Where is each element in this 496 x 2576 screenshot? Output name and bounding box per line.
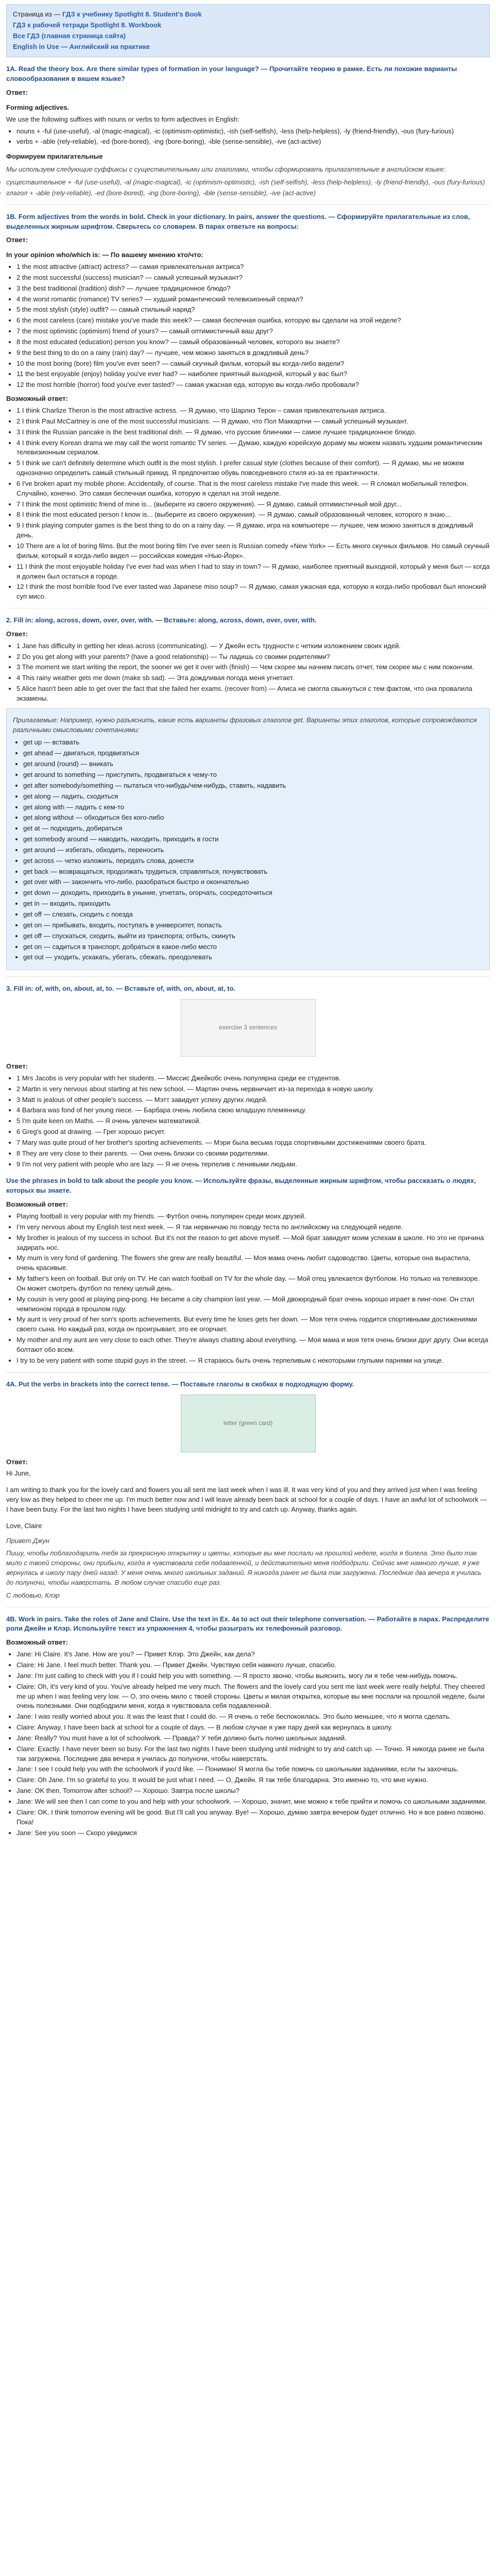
list-item: • 12 the most horrible (horror) food you've ever tasted? — самая ужасная еда, которую вы когда-либо пробовали? [16,380,490,390]
task-1b-intro: In your opinion who/which is: — По вашему мнению кто/что: [6,251,203,259]
forming-text: We use the following suffixes with nouns or verbs to form adjectives in English: [6,115,240,123]
list-item: • 5 Alice hasn't been able to get over the fact that she failed her exams. (recover from) — Алиса не смогла свыкнуться с тем фактом, что она провалила экзамены. [16,684,490,704]
ru-letter-sign: С любовью, Клэр [6,1591,60,1599]
ru-letter-body: Пишу, чтобы поблагодарить тебя за прекрасную открытку и цветы, которые вы мне послали на прошлой неделе, когда я болела. Это было так мило с твоей стороны, они прибыли, когда я чувствовала себя подавленной, и действительно меня подбодрили. Сейчас мне намного лучше, я уже вернулась в школу пару дней назад. У меня очень много школьных заданий. Я никогда ранее не была так загружена. Последние два вечера я училась до полуночи, чтобы наверстать. В любом случае спасибо еще раз. [6,1549,482,1586]
list-item: • 10 the most boring (bore) film you've ever seen? — самый скучный фильм, который вы когда-либо видели? [16,359,490,369]
list-item: • 11 I think the most enjoyable holiday I've ever had was when I had to stay in town? — Я думаю, наиболее приятный выходной, который у меня был — когда я должен был остаться в городе. [16,562,490,582]
task-1b-possible [16,406,490,602]
list-item: • 2 Martin is very nervous about starting at his new school. — Мартин очень нервничает из-за перехода в новую школу. [16,1084,490,1094]
list-item: • get up — вставать [23,738,483,748]
list-item: • 5 the most stylish (style) outfit? — самый стильный наряд? [16,305,490,315]
list-item: • 4 Barbara was fond of her young niece. — Барбара очень любила свою младшую племянницу. [16,1106,490,1115]
list-item: • 6 Greg's good at drawing. — Грег хорошо рисует. [16,1127,490,1137]
possible-label: Возможный ответ: [6,395,68,403]
list-item: • 1 I think Charlize Theron is the most attractive actress. — Я думаю, что Шарлиз Терон – самая привлекательная актриса. [16,406,490,416]
list-item: • глагол + -able (rely-reliable), -ed (bore-bored), -ing (bore-boring), -ible (sense-sensible), -ive (act-active) [6,189,490,198]
list-item: • Jane: OK then. Tomorrow after school? — Хорошо. Завтра после школы? [16,1786,490,1796]
forming-title: Forming adjectives. [6,103,70,111]
list-item: • get along — ладить, сходиться [23,792,483,802]
list-item: • Jane: We will see then I can come to you and help with your schoolwork. — Хорошо, значит, мне можно к тебе прийти и помочь со школьными заданиями. [16,1797,490,1807]
task-4b-items [16,1650,490,1838]
suffix-list [16,127,490,147]
list-item: • 1 Jane has difficulty in getting her ideas across (communicating). — У Джейн есть трудности с четким изложением своих идей. [16,641,490,651]
list-item: • 5 I'm quite keen on Maths. — Я очень увлечен математикой. [16,1116,490,1126]
task-use-phrases-items [16,1212,490,1366]
task-1a-title: 1A. Read the theory box. Are there similar types of formation in your language? — Прочитайте теорию в рамке. Есть ли похожие варианты словообразования в вашем языке? [6,65,457,83]
list-item: • 10 There are a lot of boring films. But the most boring film I've ever seen is Russian comedy «New York» — Есть много скучных фильмов. Но самый скучный фильм, который я когда-либо видел — российская комедия «Нью-Йорк». [16,541,490,561]
list-item: • My mum is very fond of gardening. The flowers she grew are really beautiful. — Моя мама очень любит садоводство. Цветы, которые она вырастила, очень красивые. [16,1253,490,1273]
link-students-book[interactable]: ГДЗ к учебнику Spotlight 8. Student's Book [62,10,202,18]
list-item: • 3 Matt is jealous of other people's success. — Мэтт завидует успеху других людей. [16,1095,490,1105]
top-prefix: Страница из — [13,10,62,18]
possible-label: Возможный ответ: [6,1200,68,1209]
list-item: • My cousin is very good at playing ping-pong. He became a city champion last year. — Мой двоюродный брат очень хорошо играет в пинг-понг. Он стал чемпионом города в прошлом году. [16,1295,490,1314]
task-1b-items [16,262,490,390]
top-row-2 [13,21,483,30]
answer-label: Ответ: [6,236,28,244]
task-2-items [16,641,490,704]
letter-body: I am writing to thank you for the lovely card and flowers you all sent me last week when I was ill. It was very kind of you and they arrived just when I was feeling very low as they helped to cheer me up. I'm much better now and I will leave already been back at school for a couple of days. I have an awful lot of schoolwork — I have been busy. For the last two nights I have been studying until midnight to try and catch up. Anyway, thanks again. [6,1486,487,1513]
list-item: • Jane: I see I could help you with the schoolwork if you'd like. — Понимаю! Я могла бы тебе помочь со школьными заданиями, если ты захочешь. [16,1765,490,1774]
list-item: • nouns + -ful (use-useful), -al (magic-magical), -ic (optimism-optimistic), -ish (self-selfish), -less (help-helpless), -ly (friend-friendly), -ous (fury-furious) [16,127,490,137]
list-item: • I'm very nervous about my English test next week. — Я так нервничаю по поводу теста по английскому на следующей неделе. [16,1223,490,1232]
list-item: • 3 The moment we start writing the report, the sooner we get it over with (finish) — Чем скорее мы начнем писать отчет, тем скорее мы с ним покончим. [16,663,490,672]
list-item: • get off — спускаться, сходить, выйти из транспорта; отбыть, скинуть [23,931,483,941]
list-item: • Claire: Exactly. I have never been so busy. For the last two nights I have been studying until midnight to try and catch up. — Точно. Я никогда ранее не была так загружена. Последние два вечера я училась до полуночи, чтобы наверстать. [16,1744,490,1764]
letter-image [181,1395,316,1452]
letter-greeting: Hi June, [6,1469,31,1478]
list-item: • Claire: Anyway, I have been back at school for a couple of days. — В любом случае я уже пару дней как вернулась в школу. [16,1723,490,1733]
list-item: • 12 I think the most horrible food I've ever tasted was Japanese miso soup? — Я думаю, самая ужасная еда, которую я когда-либо пробовал был японский суп мисо. [16,582,490,602]
top-row-4 [13,42,483,52]
list-item: • 4 the worst romantic (romance) TV series? — худший романтический телевизионный сериал? [16,295,490,304]
answer-label: Ответ: [6,89,28,97]
list-item: • My mother and my aunt are very close to each other. They're always chatting about everything. — Моя мама и моя тетя очень близки друг другу. Они всегда болтают обо всем. [16,1335,490,1355]
list-item: • Jane: I was really worried about you. It was the least that I could do. — Я очень о тебе беспокоилась. Это было меньшее, что я могла сделать. [16,1712,490,1722]
list-item: • My father's keen on football. But only on TV. He can watch football on TV for the whole day. — Мой отец увлекается футболом. Но только на телевизоре. Он может смотреть футбол по телеку целый день. [16,1274,490,1294]
list-item: • get somebody around — наводить, находить, приходить в гости [23,835,483,844]
list-item: • My brother is jealous of my success in school. But it's not the reason to get above myself. — Мой брат завидует моим успехам в школе. Но это не причина задирать нос. [16,1233,490,1253]
list-item: • 11 the best enjoyable (enjoy) holiday you've ever had? — наиболее приятный выходной, который у вас был? [16,369,490,379]
list-item: • 1 the most attractive (attract) actress? — самая привлекательная актриса? [16,262,490,272]
list-item: • get across — четко изложить, передать слова, донести [23,856,483,866]
answer-label: Ответ: [6,630,28,638]
letter-sign: Love, Claire [6,1521,42,1530]
list-item: • get around — избегать, обходить, переносить [23,845,483,855]
task-4b-title: 4B. Work in pairs. Take the roles of Jane and Claire. Use the text in Ex. 4a to act out their telephone conversation. — Работайте в парах. Распределите роли Джейн и Клэр. Используйте текст из упражнения 4, чтобы разыграть их телефонный разговор. [6,1615,489,1633]
phrasal-verbs-box [6,708,490,970]
list-item: • 8 the most educated (education) person you know? — самый образованный человек, которого вы знаете? [16,337,490,347]
phrasal-intro: Прилагаемые: Например, нужно разъяснить, какие есть варианты фразовых глаголов get. Варианты этих глаголов, которые сопровождаются различными смысловыми сочетаниями: [13,716,477,734]
list-item: • 2 the most successful (success) musician? — самый успешный музыкант? [16,273,490,283]
link-english-in-use[interactable]: English in Use — Английский на практике [13,42,150,50]
image-caption: letter (green card) [223,1419,273,1427]
list-item: • get in — входить, приходить [23,899,483,909]
list-item: • 8 They are very close to their parents. — Они очень близки со своими родителями. [16,1149,490,1159]
list-item: • My aunt is very proud of her son's sports achievements. But every time he loses gets her down. — Моя тетя очень гордится спортивными достижениями своего сына. Но каждый раз, когда он проигрывает, это ее огорчает. [16,1315,490,1334]
top-nav-box [6,4,490,57]
possible-label: Возможный ответ: [6,1638,68,1647]
list-item: • 4 This rainy weather gets me down (make sb sad). — Эта дождливая погода меня угнетает. [16,673,490,683]
list-item: • get down — доходить, приходить в уныние, угнетать, огорчать, сосредоточиться [23,888,483,898]
divider [6,976,490,977]
ru-forming-text: Мы используем следующие суффиксы с существительными или глаголами, чтобы сформировать прилагательные в английском языке: [6,165,446,174]
list-item: • 1 Mrs Jacobs is very popular with her students. — Миссис Джейкобс очень популярна среди ее студентов. [16,1074,490,1083]
list-item: • get off — слезать, сходить с поезда [23,910,483,920]
answer-label: Ответ: [6,1062,28,1071]
list-item: • 3 the best traditional (tradition) dish? — лучшее традиционное блюдо? [16,284,490,294]
list-item: • Claire: Hi Jane. I feel much better. Thank you. — Привет Джейн. Чувствую себя намного лучше, спасибо. [16,1660,490,1670]
task-4a-title: 4A. Put the verbs in brackets into the correct tense. — Поставьте глаголы в скобках в подходящую форму. [6,1380,354,1388]
task-3-items [16,1074,490,1170]
list-item: • 5 I think we can't definitely determine which outfit is the most stylish. I prefer casual style (clothes because of their comfort). — Я думаю, мы не можем однозначно определить самый стильный прикид. Я предпочитаю обувь повседневного стиля из-за ее практичности. [16,459,490,478]
list-item: • существительное + -ful (use-useful), -al (magic-magical), -ic (optimism-optimistic), -ish (self-selfish), -less (help-helpless), -ly (friend-friendly), -ous (fury-furious) [6,178,490,188]
task-2-title: 2. Fill in: along, across, down, over, over, with. — Вставьте: along, across, down, over, over, with. [6,616,317,624]
list-item: • get out — уходить, ускакать, убегать, сбежать, преодолевать [23,953,483,962]
list-item: • 4 I think every Korean drama we may call the worst romantic TV series. — Думаю, каждую корейскую дораму мы можем назвать худшим романтическим телевизионным сериалом. [16,438,490,458]
list-item: • get on — садиться в транспорт, добраться в какое-либо место [23,942,483,952]
list-item: • 2 Do you get along with your parents? (have a good relationship) — Ты ладишь со своими родителями? [16,652,490,662]
list-item: • Jane: Hi Claire. It's Jane. How are you? — Привет Клэр. Это Джейн, как дела? [16,1650,490,1659]
list-item: • 3 I think the Russian pancake is the best traditional dish. — Я думаю, что русские блинчики — самое лучшее традиционное блюдо. [16,428,490,437]
list-item: • Claire: Oh Jane. I'm so grateful to you. It would be just what I need. — О, Джейн. Я так тебе благодарна. Это именно то, что мне нужно. [16,1775,490,1785]
list-item: • 7 I think the most optimistic friend of mine is... (выберите из своего окружения). — Я думаю, самый оптимистичный мой друг... [16,500,490,510]
list-item: • 6 I've broken apart my mobile phone. Accidentally, of course. That is the most careless mistake I've made this week. — Я сломал мобильный телефон. Случайно, конечно. Это самая беспечная ошибка, которую я сделал на этой неделе. [16,479,490,499]
list-item: • get around to something — приступить, продвигаться к чему-то [23,770,483,780]
ru-forming-title: Формируем прилагательные [6,152,103,161]
exercise-image [181,999,316,1057]
list-item: • Claire: OK. I think tomorrow evening will be good. But I'll call you anyway. Bye! — Хорошо, думаю завтра вечером будет отлично. Но я все равно позвоню. Пока! [16,1808,490,1827]
list-item: • 7 the most optimistic (optimism) friend of yours? — самый оптимистичный ваш друг? [16,327,490,336]
list-item: • get after somebody/something — пытаться что-нибудь/чем-нибудь, ставить, надавить [23,781,483,791]
top-row-3 [13,31,483,41]
list-item: • verbs + -able (rely-reliable), -ed (bore-bored), -ing (bore-boring), -ible (sense-sensible), -ive (act-active) [16,137,490,147]
top-row-1 [13,10,483,20]
list-item: • 9 I'm not very patient with people who are lazy. — Я не очень терпелив с ленивыми людьми. [16,1160,490,1170]
list-item: • get over with — закончить что-либо, разобраться быстро и окончательно [23,877,483,887]
ru-letter-greeting: Привет Джун [6,1536,49,1545]
list-item: • get along without — обходиться без кого-либо [23,813,483,823]
list-item: • I try to be very patient with some stupid guys in the street. — Я стараюсь быть очень терпеливым с некоторыми глупыми парнями на улице. [16,1356,490,1366]
image-caption: exercise 3 sentences [219,1024,277,1031]
list-item: • 9 I think playing computer games is the best thing to do on a rainy day. — Я думаю, игра на компьютере — лучшее, чем можно заняться в дождливый день. [16,521,490,540]
list-item: • Jane: See you soon — Скоро увидимся [16,1828,490,1838]
list-item: • get at — подходить, добираться [23,824,483,834]
task-3-title: 3. Fill in: of, with, on, about, at, to. — Вставьте of, with, on, about, at, to. [6,985,235,993]
ru-suffix-list [6,178,490,198]
list-item: • Claire: Oh, it's very kind of you. You've already helped me very much. The flowers and the lovely card you sent me last week were really helpful. They cheered me up when I was feeling very low. — О, это очень мило с твоей стороны. Цветы и милая открытка, которые вы мне послали на прошлой неделе, были очень полезными. Они подбодрили меня, когда я чувствовала себя подавленной. [16,1682,490,1711]
link-home[interactable]: Все ГДЗ (главная страница сайта) [13,31,126,40]
list-item: • 7 Mary was quite proud of her brother's sporting achievements. — Мэри была весьма горда спортивными достижениями своего брата. [16,1138,490,1148]
list-item: • Playing football is very popular with my friends. — Футбол очень популярен среди моих друзей. [16,1212,490,1222]
list-item: • 8 I think the most educated person I know is... (выберите из своего окружения). — Я думаю, самый образованный человек, которого я знаю... [16,510,490,520]
list-item: • 9 the best thing to do on a rainy (rain) day? — лучшее, чем можно заняться в дождливый день? [16,348,490,358]
list-item: • get back — возвращаться, продолжать трудиться, справляться, почувствовать [23,867,483,877]
list-item: • 2 I think Paul McCartney is one of the most successful musicians. — Я думаю, что Пол Маккартни — самый успешный музыкант. [16,417,490,427]
list-item: • Jane: Really? You must have a lot of schoolwork. — Правда? У тебя должно быть полно школьных заданий. [16,1734,490,1743]
list-item: • Jane: I'm just calling to check with you if I could help you with something. — Я просто звоню, чтобы выяснить, могу ли я тебе чем-нибудь помочь. [16,1671,490,1681]
link-workbook[interactable]: ГДЗ к рабочей тетради Spotlight 8. Workbook [13,21,162,29]
task-1b-title: 1B. Form adjectives from the words in bold. Check in your dictionary. In pairs, answer the questions. — Сформируйте прилагательные из слов, выделенных жирным шрифтом. Сверьтесь со словарем. В парах ответьте на вопросы: [6,212,470,230]
list-item: • 6 the most careless (care) mistake you've made this week? — самая беспечная ошибка, которую вы сделали на этой неделе? [16,316,490,326]
list-item: • get around (round) — вникать [23,759,483,769]
list-item: • get along with — ладить с кем-то [23,803,483,812]
list-item: • get on — прибывать, входить, поступать в университет, попасть [23,921,483,930]
task-use-phrases-title: Use the phrases in bold to talk about the people you know. — Используйте фразы, выделенные жирным шрифтом, чтобы рассказать о людях, которых вы знаете. [6,1177,476,1195]
phrasal-list [23,738,483,962]
answer-label: Ответ: [6,1458,28,1466]
list-item: • get ahead — двигаться, продвигаться [23,749,483,758]
